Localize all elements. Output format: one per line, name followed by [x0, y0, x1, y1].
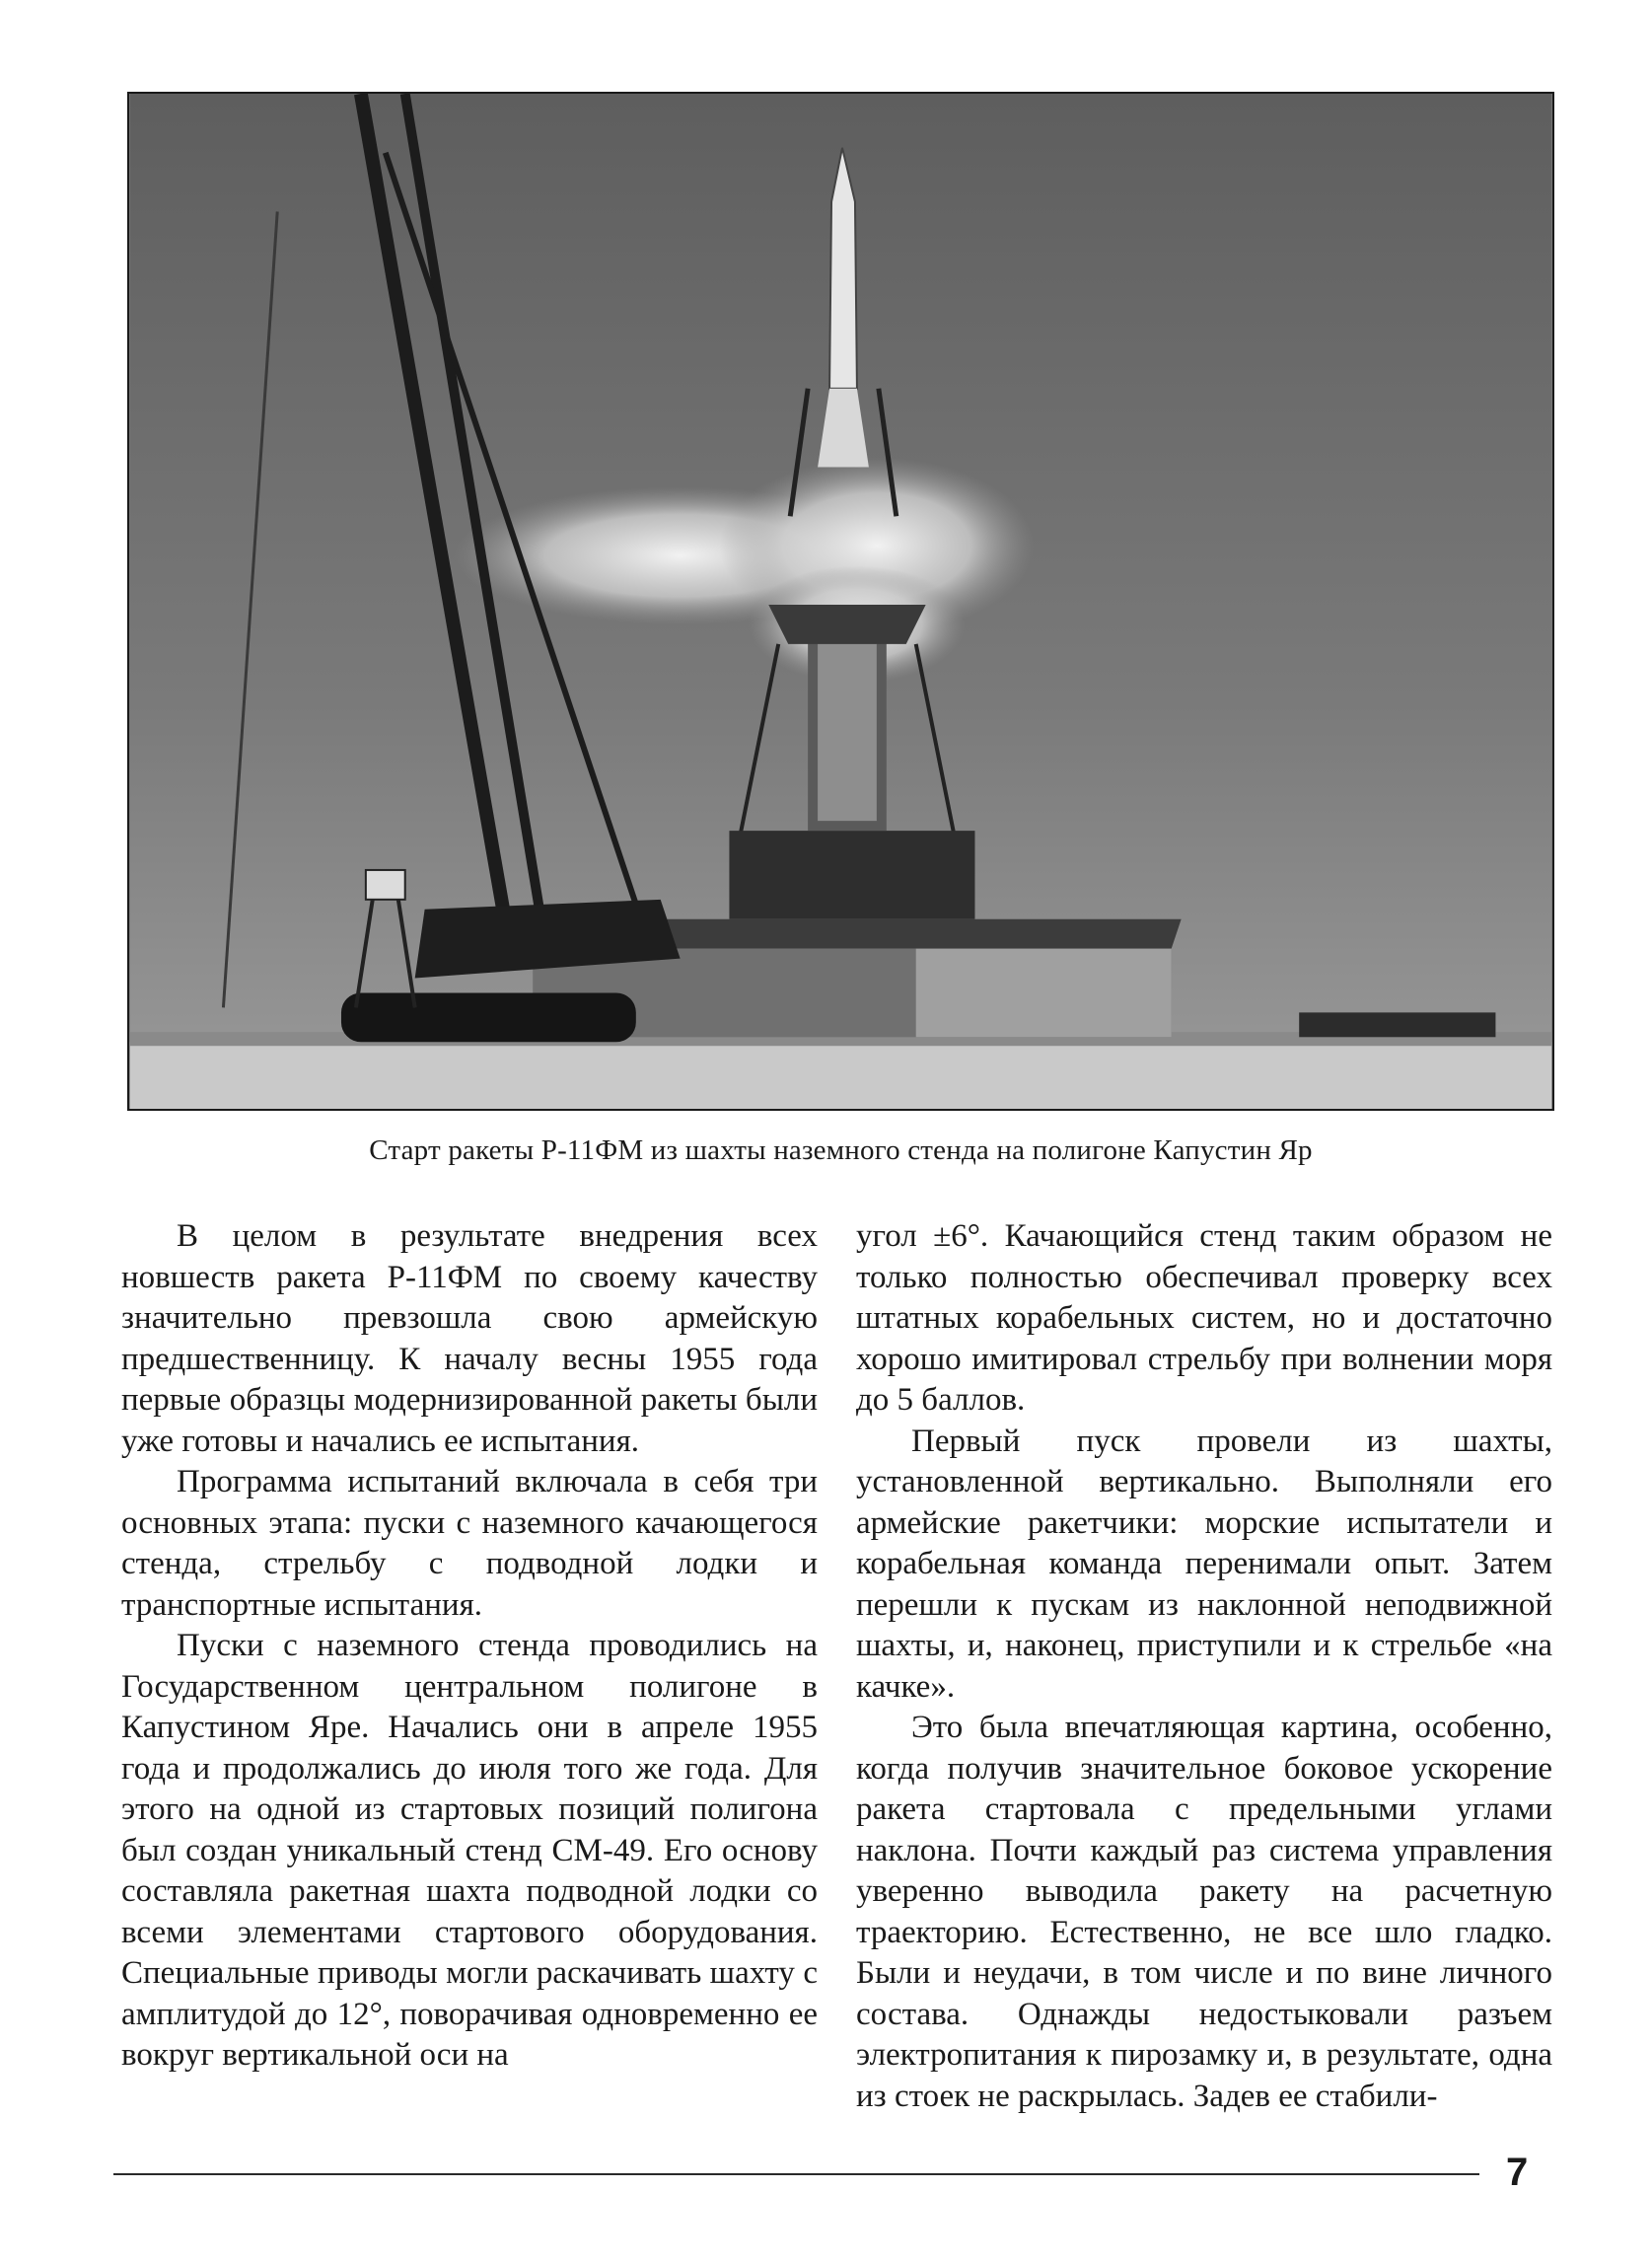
left-column: [121, 1216, 818, 2077]
paragraph: Пуски с наземного стенда проводились на Государственном центральном полигоне в Капустином Яре. Начались они в апреле 1955 года и продолжались до июля того же года. Для этого на одной из стартовых позиций полигона был создан уникальный стенд СМ-49. Его основу составляла ракетная шахта подводной лодки со всеми элементами стартового оборудования. Специальные приводы могли раскачивать шахту с амплитудой до 12°, поворачивая одновременно ее вокруг вертикальной оси на: [121, 1628, 818, 2073]
paragraph: Программа испытаний включала в себя три основных этапа: пуски с наземного качающегося стенда, стрельбу с подводной лодки и транспортные испытания.: [121, 1464, 818, 1623]
photo-icon: [129, 94, 1552, 1109]
paragraph-continuation: угол ±6°. Качающийся стенд таким образом не только полностью обеспечивал проверку всех штатных корабельных систем, но и достаточно хорошо имитировал стрельбу при волнении моря до 5 баллов.: [856, 1218, 1552, 1418]
launch-photo: [127, 92, 1554, 1111]
paragraph: Первый пуск провели из шахты, установленной вертикально. Выполняли его армейские ракетчики: морские испытатели и корабельная команда перенимали опыт. Затем перешли к пускам из наклонной неподвижной шахты, и, наконец, приступили и к стрельбе «на качке».: [856, 1423, 1552, 1705]
photo-caption: Старт ракеты Р-11ФМ из шахты наземного стенда на полигоне Капустин Яр: [369, 1134, 1313, 1166]
paragraph: Это была впечатляющая картина, особенно, когда получив значительное боковое ускорение ракета стартовала с предельными углами наклона. Почти каждый раз система управления уверенно выводила ракету на расчетную траекторию. Естественно, не все шло гладко. Были и неудачи, в том числе и по вине личного состава. Однажды недостыковали разъем электропитания к пирозамку и, в результате, одна из стоек не раскрылась. Задев ее стабили-: [856, 1710, 1552, 2114]
footer-rule: [113, 2173, 1479, 2175]
paragraph: В целом в результате внедрения всех новшеств ракета Р-11ФМ по своему качеству значительно превзошла свою армейскую предшественницу. К началу весны 1955 года первые образцы модернизированной ракеты были уже готовы и начались ее испытания.: [121, 1218, 818, 1459]
page-number: 7: [1506, 2151, 1529, 2194]
right-column: [856, 1216, 1552, 2117]
